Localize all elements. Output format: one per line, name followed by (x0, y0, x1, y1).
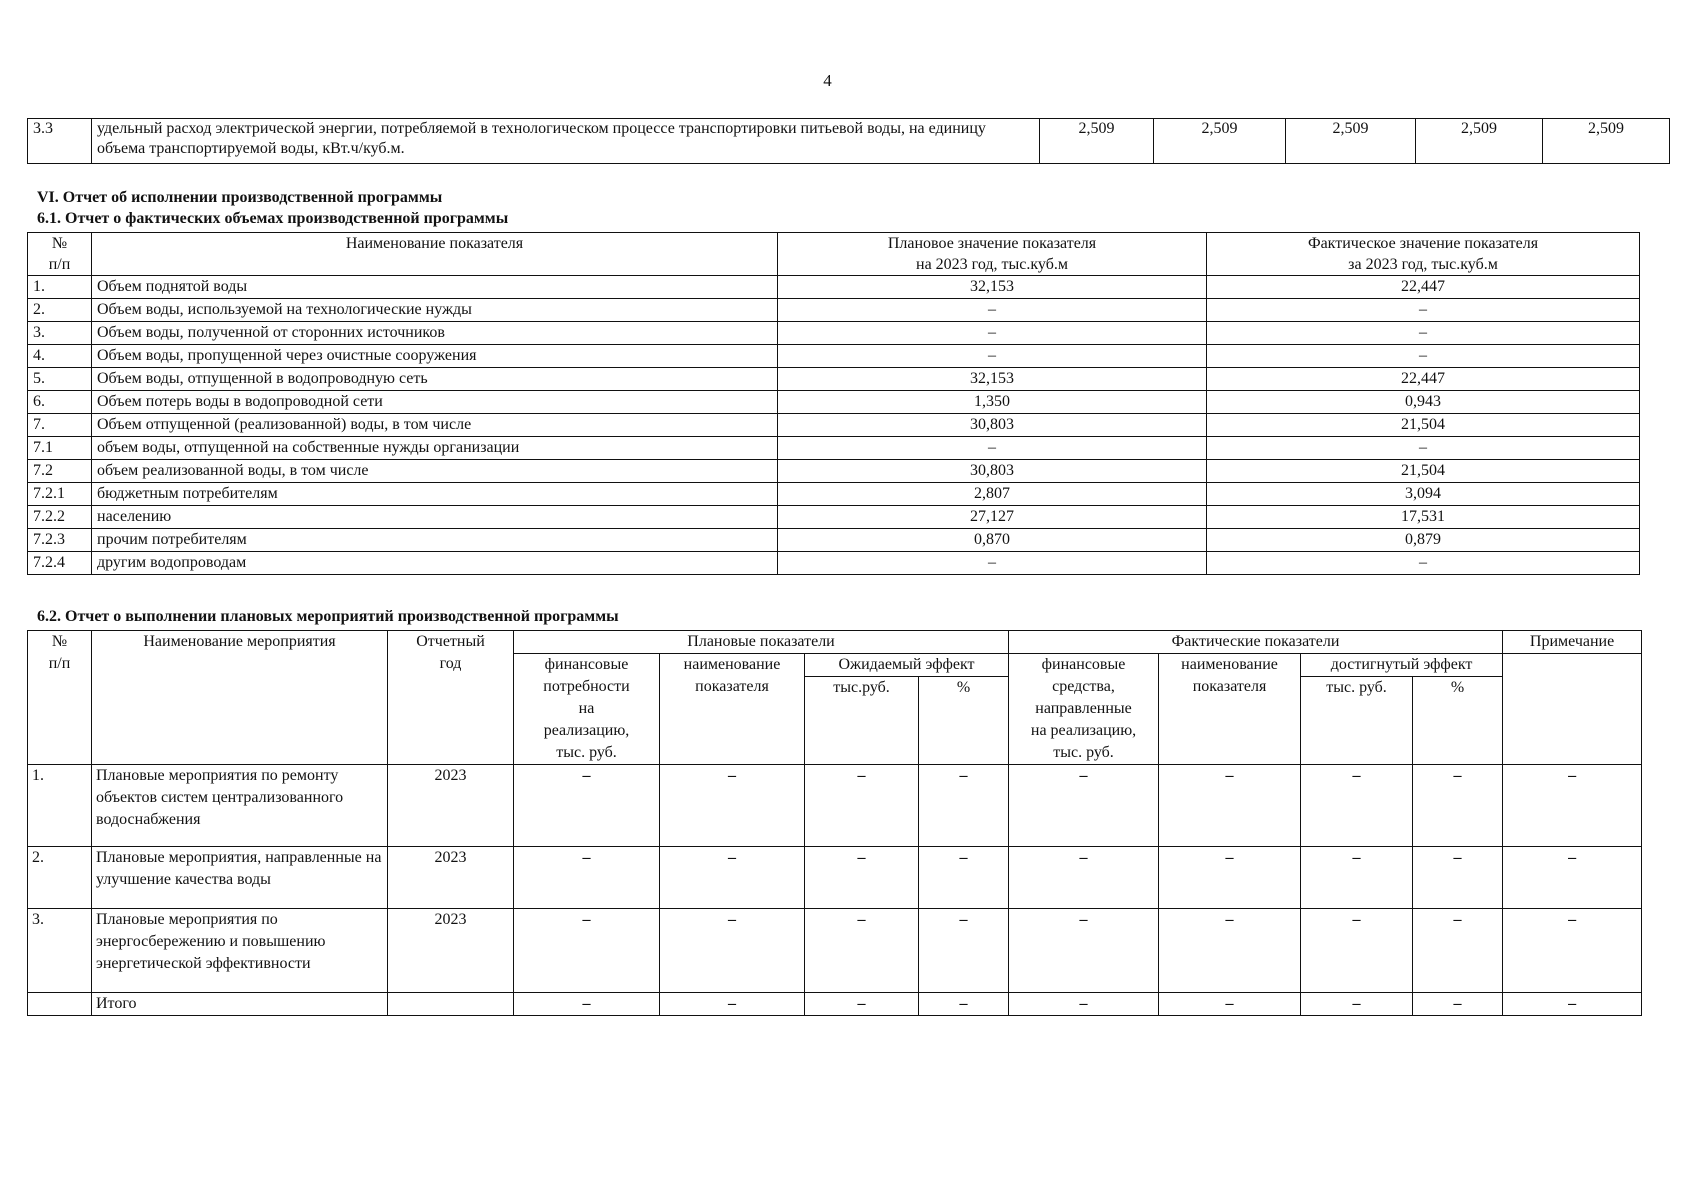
header-fact-effect-rub: тыс. руб. (1301, 677, 1413, 765)
indicator-name: Объем потерь воды в водопроводной сети (92, 391, 778, 414)
row-number: 1. (28, 276, 92, 299)
table-row (28, 909, 1642, 993)
value-cell: – (1503, 847, 1642, 909)
table-row (28, 391, 1640, 414)
value-cell: – (514, 993, 660, 1016)
value-cell: – (1159, 765, 1301, 847)
header-year: Отчетный год (388, 631, 514, 765)
header-num: № п/п (28, 233, 92, 276)
fact-value: 0,943 (1207, 391, 1640, 414)
row-number: 7.2.2 (28, 506, 92, 529)
table-row (28, 119, 1670, 164)
indicator-name: Объем воды, отпущенной в водопроводную сеть (92, 368, 778, 391)
row-number: 7.2.4 (28, 552, 92, 575)
plan-value: – (778, 552, 1207, 575)
row-number: 2. (28, 299, 92, 322)
header-plan: Плановое значение показателя на 2023 год, тыс.куб.м (778, 233, 1207, 276)
indicator-name: Объем воды, используемой на технологические нужды (92, 299, 778, 322)
value-cell: – (1503, 909, 1642, 993)
value-cell: – (660, 993, 805, 1016)
row-number: 3.3 (28, 119, 92, 164)
plan-value: 0,870 (778, 529, 1207, 552)
indicator-name: Объем воды, полученной от сторонних источников (92, 322, 778, 345)
plan-value: – (778, 437, 1207, 460)
row-number: 6. (28, 391, 92, 414)
value-cell: – (919, 993, 1009, 1016)
plan-value: 1,350 (778, 391, 1207, 414)
value-cell: – (1413, 765, 1503, 847)
row-number: 7. (28, 414, 92, 437)
row-number (28, 993, 92, 1016)
value-cell: – (1413, 847, 1503, 909)
row-number: 3. (28, 909, 92, 993)
table-row (28, 483, 1640, 506)
value-cell: – (514, 909, 660, 993)
value-cell: – (660, 847, 805, 909)
row-number: 5. (28, 368, 92, 391)
subsection-title: 6.2. Отчет о выполнении плановых мероприятий производственной программы (37, 608, 619, 625)
row-number: 2. (28, 847, 92, 909)
plan-value: 30,803 (778, 460, 1207, 483)
value-cell: – (805, 993, 919, 1016)
header-fact-effect-pct: % (1413, 677, 1503, 765)
table-header-row (28, 631, 1642, 654)
value-cell: – (1301, 909, 1413, 993)
header-plan-effect-pct: % (919, 677, 1009, 765)
value-cell: – (1009, 765, 1159, 847)
value-cell: 2,509 (1286, 119, 1416, 164)
table-row (28, 437, 1640, 460)
value-cell: – (1009, 847, 1159, 909)
value-cell: – (1159, 909, 1301, 993)
value-cell: – (1503, 765, 1642, 847)
section-title: VI. Отчет об исполнении производственной программы (37, 189, 443, 206)
indicator-name: объем реализованной воды, в том числе (92, 460, 778, 483)
fact-value: 22,447 (1207, 368, 1640, 391)
value-cell: – (660, 765, 805, 847)
header-fact-fin: финансовые средства, направленные на реализацию, тыс. руб. (1009, 654, 1159, 765)
value-cell: – (805, 847, 919, 909)
value-cell: – (1301, 765, 1413, 847)
value-cell: – (1301, 993, 1413, 1016)
row-number: 1. (28, 765, 92, 847)
indicator-name: другим водопроводам (92, 552, 778, 575)
value-cell: – (919, 847, 1009, 909)
value-cell: – (660, 909, 805, 993)
report-year: 2023 (388, 909, 514, 993)
value-cell: – (1009, 993, 1159, 1016)
measure-name: Плановые мероприятия по энергосбережению и повышению энергетической эффективности (92, 909, 388, 993)
plan-value: – (778, 299, 1207, 322)
indicator-name: населению (92, 506, 778, 529)
value-cell: – (1009, 909, 1159, 993)
header-note-blank (1503, 654, 1642, 765)
header-fact-effect: достигнутый эффект (1301, 654, 1503, 677)
measure-name: Плановые мероприятия, направленные на улучшение качества воды (92, 847, 388, 909)
table-row (28, 506, 1640, 529)
table-row (28, 460, 1640, 483)
value-cell: – (919, 909, 1009, 993)
header-plan-effect: Ожидаемый эффект (805, 654, 1009, 677)
header-plan-indicator: наименование показателя (660, 654, 805, 765)
plan-value: – (778, 345, 1207, 368)
value-cell: – (805, 765, 919, 847)
fact-value: 0,879 (1207, 529, 1640, 552)
value-cell: – (919, 765, 1009, 847)
fact-value: 22,447 (1207, 276, 1640, 299)
indicator-name: Объем поднятой воды (92, 276, 778, 299)
fact-value: 17,531 (1207, 506, 1640, 529)
value-cell: – (514, 847, 660, 909)
continuation-table (27, 118, 1670, 164)
fact-value: – (1207, 552, 1640, 575)
measure-name: Итого (92, 993, 388, 1016)
row-number: 3. (28, 322, 92, 345)
page-number: 4 (823, 71, 832, 90)
header-fact-group: Фактические показатели (1009, 631, 1503, 654)
value-cell: – (805, 909, 919, 993)
header-plan-fin: финансовые потребности на реализацию, тыс. руб. (514, 654, 660, 765)
value-cell: – (1413, 993, 1503, 1016)
value-cell: – (1503, 993, 1642, 1016)
indicator-name: удельный расход электрической энергии, потребляемой в технологическом процессе транспортировки питьевой воды, на единицу объема транспортируемой воды, кВт.ч/куб.м. (92, 119, 1040, 164)
fact-value: 21,504 (1207, 460, 1640, 483)
header-name: Наименование мероприятия (92, 631, 388, 765)
table-row (28, 847, 1642, 909)
header-plan-group: Плановые показатели (514, 631, 1009, 654)
table-row (28, 993, 1642, 1016)
fact-value: – (1207, 345, 1640, 368)
table-row (28, 322, 1640, 345)
subsection-title: 6.1. Отчет о фактических объемах производственной программы (37, 210, 509, 227)
row-number: 7.2 (28, 460, 92, 483)
value-cell: – (1413, 909, 1503, 993)
plan-value: – (778, 322, 1207, 345)
value-cell: 2,509 (1416, 119, 1543, 164)
measure-name: Плановые мероприятия по ремонту объектов систем централизованного водоснабжения (92, 765, 388, 847)
row-number: 7.2.1 (28, 483, 92, 506)
row-number: 4. (28, 345, 92, 368)
value-cell: 2,509 (1543, 119, 1670, 164)
value-cell: – (1159, 993, 1301, 1016)
fact-value: – (1207, 299, 1640, 322)
row-number: 7.2.3 (28, 529, 92, 552)
report-year (388, 993, 514, 1016)
indicator-name: бюджетным потребителям (92, 483, 778, 506)
header-fact: Фактическое значение показателя за 2023 год, тыс.куб.м (1207, 233, 1640, 276)
plan-value: 27,127 (778, 506, 1207, 529)
header-note: Примечание (1503, 631, 1642, 654)
header-num: № п/п (28, 631, 92, 765)
value-cell: – (1301, 847, 1413, 909)
fact-value: – (1207, 437, 1640, 460)
plan-value: 30,803 (778, 414, 1207, 437)
indicator-name: прочим потребителям (92, 529, 778, 552)
table-row (28, 765, 1642, 847)
indicator-name: Объем отпущенной (реализованной) воды, в том числе (92, 414, 778, 437)
plan-value: 2,807 (778, 483, 1207, 506)
fact-value: 21,504 (1207, 414, 1640, 437)
volumes-table (27, 232, 1640, 575)
indicator-name: объем воды, отпущенной на собственные нужды организации (92, 437, 778, 460)
header-plan-effect-rub: тыс.руб. (805, 677, 919, 765)
measures-table (27, 630, 1642, 1016)
value-cell: 2,509 (1040, 119, 1154, 164)
table-row (28, 299, 1640, 322)
plan-value: 32,153 (778, 368, 1207, 391)
value-cell: – (1159, 847, 1301, 909)
table-row (28, 414, 1640, 437)
header-name: Наименование показателя (92, 233, 778, 276)
table-row (28, 529, 1640, 552)
value-cell: 2,509 (1154, 119, 1286, 164)
table-header-row (28, 233, 1640, 276)
table-row (28, 276, 1640, 299)
indicator-name: Объем воды, пропущенной через очистные сооружения (92, 345, 778, 368)
plan-value: 32,153 (778, 276, 1207, 299)
table-row (28, 368, 1640, 391)
fact-value: 3,094 (1207, 483, 1640, 506)
header-fact-indicator: наименование показателя (1159, 654, 1301, 765)
fact-value: – (1207, 322, 1640, 345)
report-year: 2023 (388, 765, 514, 847)
table-row (28, 552, 1640, 575)
row-number: 7.1 (28, 437, 92, 460)
value-cell: – (514, 765, 660, 847)
report-year: 2023 (388, 847, 514, 909)
table-row (28, 345, 1640, 368)
